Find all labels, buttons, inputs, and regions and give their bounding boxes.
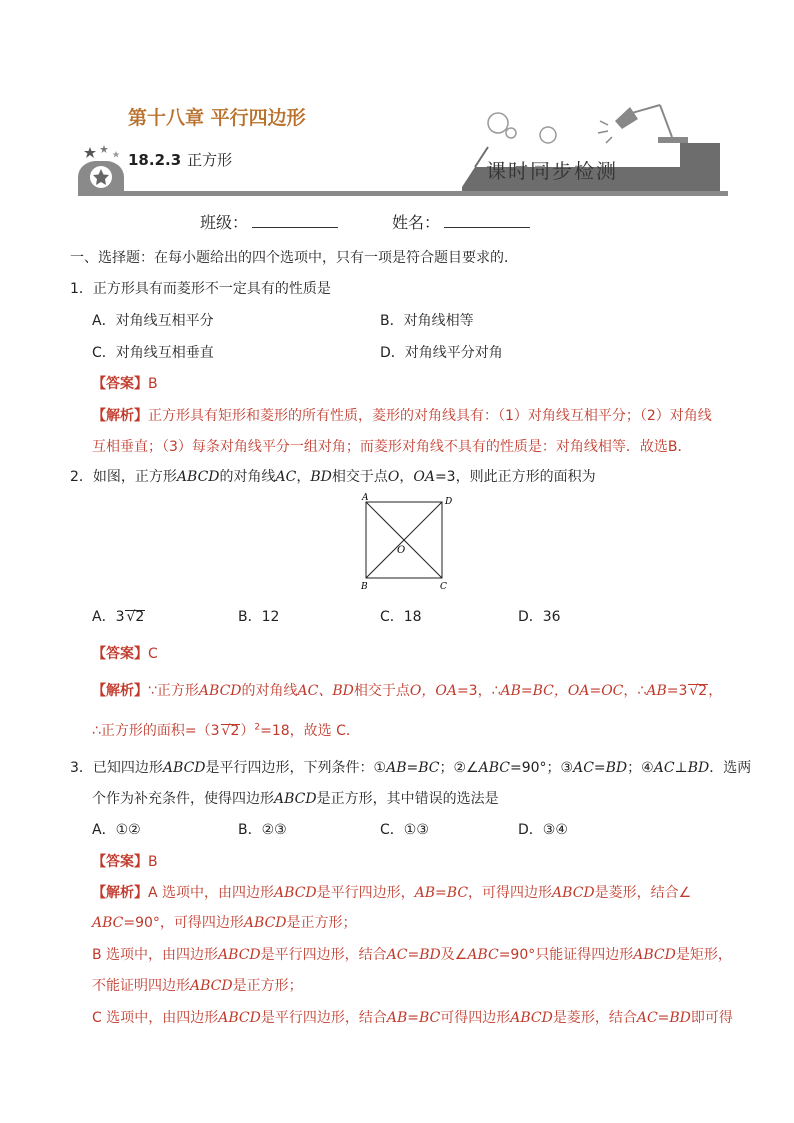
q1-option-c: C．对角线互相垂直 (92, 345, 214, 361)
q1-stem: 1．正方形具有而菱形不一定具有的性质是 (70, 281, 331, 297)
q3-stem-line-2: 个作为补充条件，使得四边形ABCD是正方形，其中错误的选法是 (92, 791, 499, 807)
desk-lamp-icon (598, 105, 688, 143)
q3-analysis-line-5: C 选项中，由四边形ABCD是平行四边形，结合AB=BC可得四边形ABCD是菱形，结合AC=BD即可得 (92, 1010, 733, 1026)
bubble-icon (488, 113, 508, 133)
q3-stem-line-1: 3．已知四边形ABCD是平行四边形，下列条件：①AB=BC；②∠ABC=90°；③AC=BD；④AC⊥BD．选两 (70, 760, 752, 776)
vertex-label-b: B (361, 582, 368, 592)
section-number: 18.2.3 (128, 151, 182, 169)
analysis-text: 正方形具有矩形和菱形的所有性质，菱形的对角线具有：（1）对角线互相平分；（2）对角线 (148, 408, 712, 424)
q1-answer (92, 373, 158, 393)
banner-title: 课时同步检测 (486, 159, 618, 183)
class-label: 班级： (200, 213, 249, 232)
q2-analysis-line-2: ∴正方形的面积=（3 √2）$^2$=18，故选 C． (92, 722, 360, 739)
q3-analysis-line-2: ABC=90°，可得四边形ABCD是正方形； (92, 915, 357, 931)
q3-analysis-line-4: 不能证明四边形ABCD是正方形； (92, 978, 303, 994)
q3-analysis-line-3: B 选项中，由四边形ABCD是平行四边形，结合AC=BD及∠ABC=90°只能证得四边形ABCD是矩形， (92, 947, 732, 963)
name-field (392, 210, 530, 233)
section-title: 正方形 (187, 151, 233, 169)
q1-option-a: A．对角线互相平分 (92, 313, 214, 329)
q3-option-c: C．①③ (380, 822, 429, 838)
answer-tag: 【答案】 (92, 376, 148, 392)
q2-answer: 【答案】C (92, 646, 158, 662)
sqrt-symbol: √ (126, 609, 136, 625)
chapter-title: 第十八章 平行四边形 (128, 107, 306, 129)
q3-answer: 【答案】B (92, 854, 158, 870)
q2-stem: 2．如图，正方形ABCD的对角线AC，BD相交于点O，OA=3，则此正方形的面积为 (70, 469, 596, 485)
answer-value: B (148, 376, 158, 392)
q1-option-d: D．对角线平分对角 (380, 345, 503, 361)
q3-option-a: A．①② (92, 822, 141, 838)
name-label: 姓名： (392, 213, 441, 232)
q3-option-d: D．③④ (518, 822, 568, 838)
q1-analysis-line-1 (92, 405, 712, 425)
vertex-label-d: D (445, 497, 453, 507)
q2-option-c: C．18 (380, 609, 422, 625)
q2-option-b: B．12 (238, 609, 280, 625)
section-heading (128, 149, 232, 170)
q2-square-figure (358, 492, 458, 592)
vertex-label-c: C (440, 582, 447, 592)
q2-option-d: D．36 (518, 609, 561, 625)
q1-option-b: B．对角线相等 (380, 313, 474, 329)
class-field (200, 210, 338, 233)
q1-analysis-line-2: 互相垂直；（3）每条对角线平分一组对角；而菱形对角线不具有的性质是：对角线相等．故选B． (92, 439, 692, 455)
center-label-o: O (397, 545, 406, 556)
class-blank[interactable] (252, 213, 338, 228)
q3-analysis-line-1: 【解析】A 选项中，由四边形ABCD是平行四边形，AB=BC，可得四边形ABCD是菱形，结合∠ (92, 885, 692, 901)
star-badge-icon (78, 145, 124, 193)
section-instructions: 一、选择题：在每小题给出的四个选项中，只有一项是符合题目要求的． (70, 250, 518, 266)
q2-option-a: A．3 √2 (92, 609, 145, 625)
q3-option-b: B．②③ (238, 822, 287, 838)
vertex-label-a: A (362, 493, 369, 503)
name-blank[interactable] (444, 213, 530, 228)
analysis-tag: 【解析】 (92, 408, 148, 424)
q2-analysis-line-1: 【解析】∵正方形ABCD的对角线AC、BD相交于点O，OA=3，∴AB=BC，OA=OC，∴AB=3 √2， (92, 683, 723, 699)
